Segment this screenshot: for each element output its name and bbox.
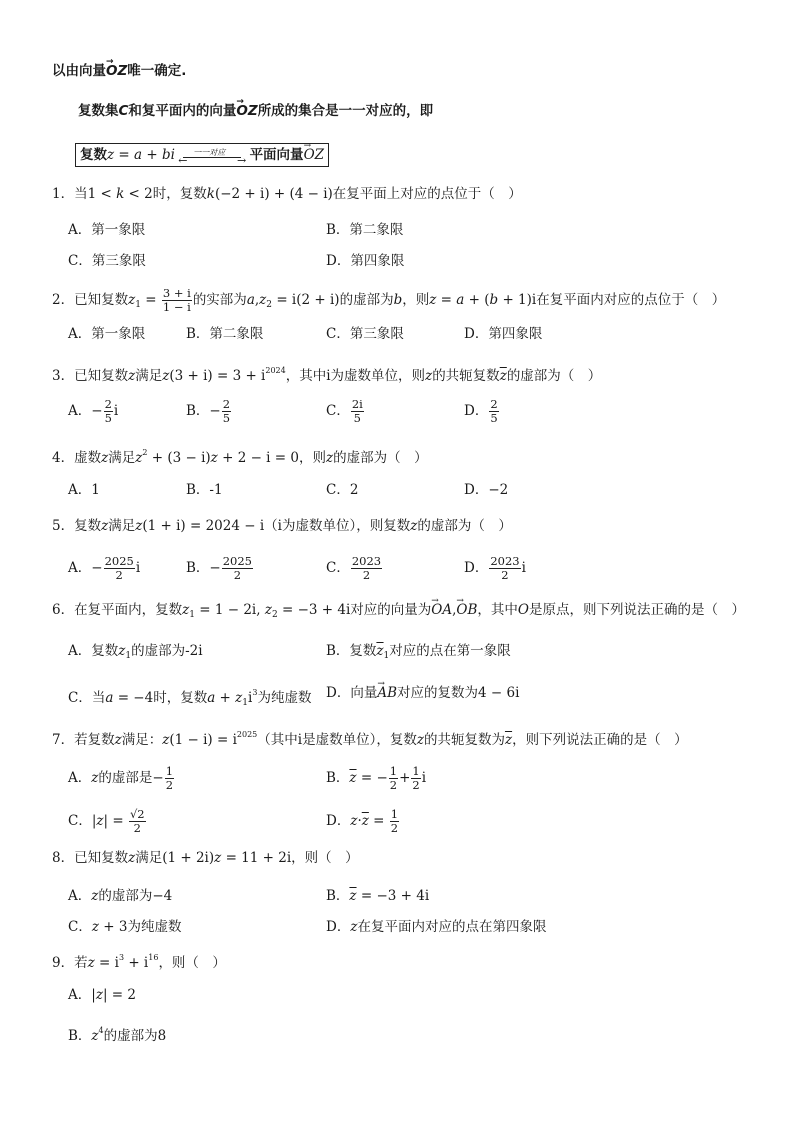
q6-option-d[interactable]: D．向量→ AB对应的复数为4 − 6i xyxy=(326,683,519,703)
q3-option-d[interactable]: D． $\frac{2}{5}$ xyxy=(464,397,498,425)
q6-option-a[interactable]: A．复数$z_1$的虚部为-2i xyxy=(68,643,203,661)
question-8-stem: 8．已知复数z满足(1 + 2i)z = 11 + 2i，则（ ） xyxy=(52,850,359,866)
q1-option-a[interactable]: A．第一象限 xyxy=(68,222,146,238)
q8-option-c[interactable]: C．z + 3为纯虚数 xyxy=(68,919,182,935)
q3-option-b[interactable]: B．− $\frac{2}{5}$ xyxy=(186,397,231,425)
q1-option-c[interactable]: C．第三象限 xyxy=(68,253,146,269)
q6-option-c[interactable]: C．当a = −4时，复数$a + z_1i^3$为纯虚数 xyxy=(68,688,312,708)
q7-option-d[interactable]: D．$z\cdot\overline{z}$ = $\frac{1}{2}$ xyxy=(326,807,399,835)
q7-option-c[interactable]: C．|z| = $\frac{√2}{2}$ xyxy=(68,807,145,835)
q4-option-d[interactable]: D．−2 xyxy=(464,482,509,498)
q4-option-a[interactable]: A．1 xyxy=(68,482,100,498)
correspondence-box: 复数z = a + bi ← → 一一对应 平面向量→ OZ xyxy=(75,143,329,167)
q6-option-b[interactable]: B．复数$\overline{z}_1$对应的点在第一象限 xyxy=(326,643,511,661)
q7-option-a[interactable]: A．z的虚部是− $\frac{1}{2}$ xyxy=(68,764,174,792)
q9-option-b[interactable]: B．$z^4$的虚部为8 xyxy=(68,1026,167,1044)
q5-option-b[interactable]: B．− $\frac{2025}{2}$ xyxy=(186,554,253,582)
question-9-stem: 9．若$z = i^3 + i^{16}$，则（ ） xyxy=(52,953,226,971)
q4-option-b[interactable]: B．-1 xyxy=(186,482,223,498)
question-6-stem: 6．在复平面内，复数$z_1 = 1 - 2i$, $z_2 = -3 + 4i$对应的向量为→ OA,→ OB，其中O是原点，则下列说法正确的是（ ） xyxy=(52,600,745,625)
intro-line-1: 以由向量→ OZ唯一确定. xyxy=(52,61,186,81)
q2-option-c[interactable]: C．第三象限 xyxy=(326,326,404,342)
double-arrow-icon: ← → 一一对应 xyxy=(178,147,247,167)
q8-option-a[interactable]: A．z的虚部为−4 xyxy=(68,888,173,904)
question-5-stem: 5．复数z满足z(1 + i) = 2024 − i（i为虚数单位），则复数z的虚部为（ ） xyxy=(52,518,512,534)
q2-option-a[interactable]: A．第一象限 xyxy=(68,326,146,342)
q3-option-c[interactable]: C． $\frac{2i}{5}$ xyxy=(326,397,363,425)
q2-option-b[interactable]: B．第二象限 xyxy=(186,326,264,342)
q8-option-b[interactable]: B．$\overline{z} = -3 + 4i$ xyxy=(326,888,430,904)
q1-option-d[interactable]: D．第四象限 xyxy=(326,253,405,269)
question-3-stem: 3．已知复数z满足$z(3 + i) = 3 + i^{2024}$，其中i为虚数单位，则z的共轭复数$\overline{z}$的虚部为（ ） xyxy=(52,366,602,384)
q5-option-a[interactable]: A．− $\frac{2025}{2}$ i xyxy=(68,554,141,582)
question-2-stem: 2．已知复数$z_1$ = $\frac{3 + i}{1 - i}$ 的实部为$a,z_2 = i(2 + i)$的虚部为b，则z = a + (b + 1)i在复平面内对应的点位于（ ） xyxy=(52,286,726,314)
q2-option-d[interactable]: D．第四象限 xyxy=(464,326,543,342)
q7-option-b[interactable]: B．$\overline{z}$ = − $\frac{1}{2}$ + $\frac{1}{2}$ i xyxy=(326,764,427,792)
q3-option-a[interactable]: A．− $\frac{2}{5}$ i xyxy=(68,397,119,425)
q1-option-b[interactable]: B．第二象限 xyxy=(326,222,404,238)
q5-option-d[interactable]: D． $\frac{2023}{2}$ i xyxy=(464,554,526,582)
q4-option-c[interactable]: C．2 xyxy=(326,482,359,498)
q5-option-c[interactable]: C． $\frac{2023}{2}$ xyxy=(326,554,382,582)
q8-option-d[interactable]: D．z在复平面内对应的点在第四象限 xyxy=(326,919,547,935)
question-7-stem: 7．若复数z满足：$z(1 - i) = i^{2025}$（其中i是虚数单位），复数z的共轭复数为$\overline{z}$，则下列说法正确的是（ ） xyxy=(52,730,688,748)
intro-line-2: 复数集C和复平面内的向量→ OZ所成的集合是一一对应的，即 xyxy=(78,101,433,121)
q9-option-a[interactable]: A．|z| = 2 xyxy=(68,987,136,1003)
question-4-stem: 4．虚数z满足$z^2 + (3 - i)z + 2 - i = 0$，则z的虚部为（ ） xyxy=(52,448,428,466)
question-1-stem: 1．当1 < k < 2时，复数k(−2 + i) + (4 − i)在复平面上对应的点位于（ ） xyxy=(52,186,522,202)
vector-oz: → OZ xyxy=(106,61,127,81)
